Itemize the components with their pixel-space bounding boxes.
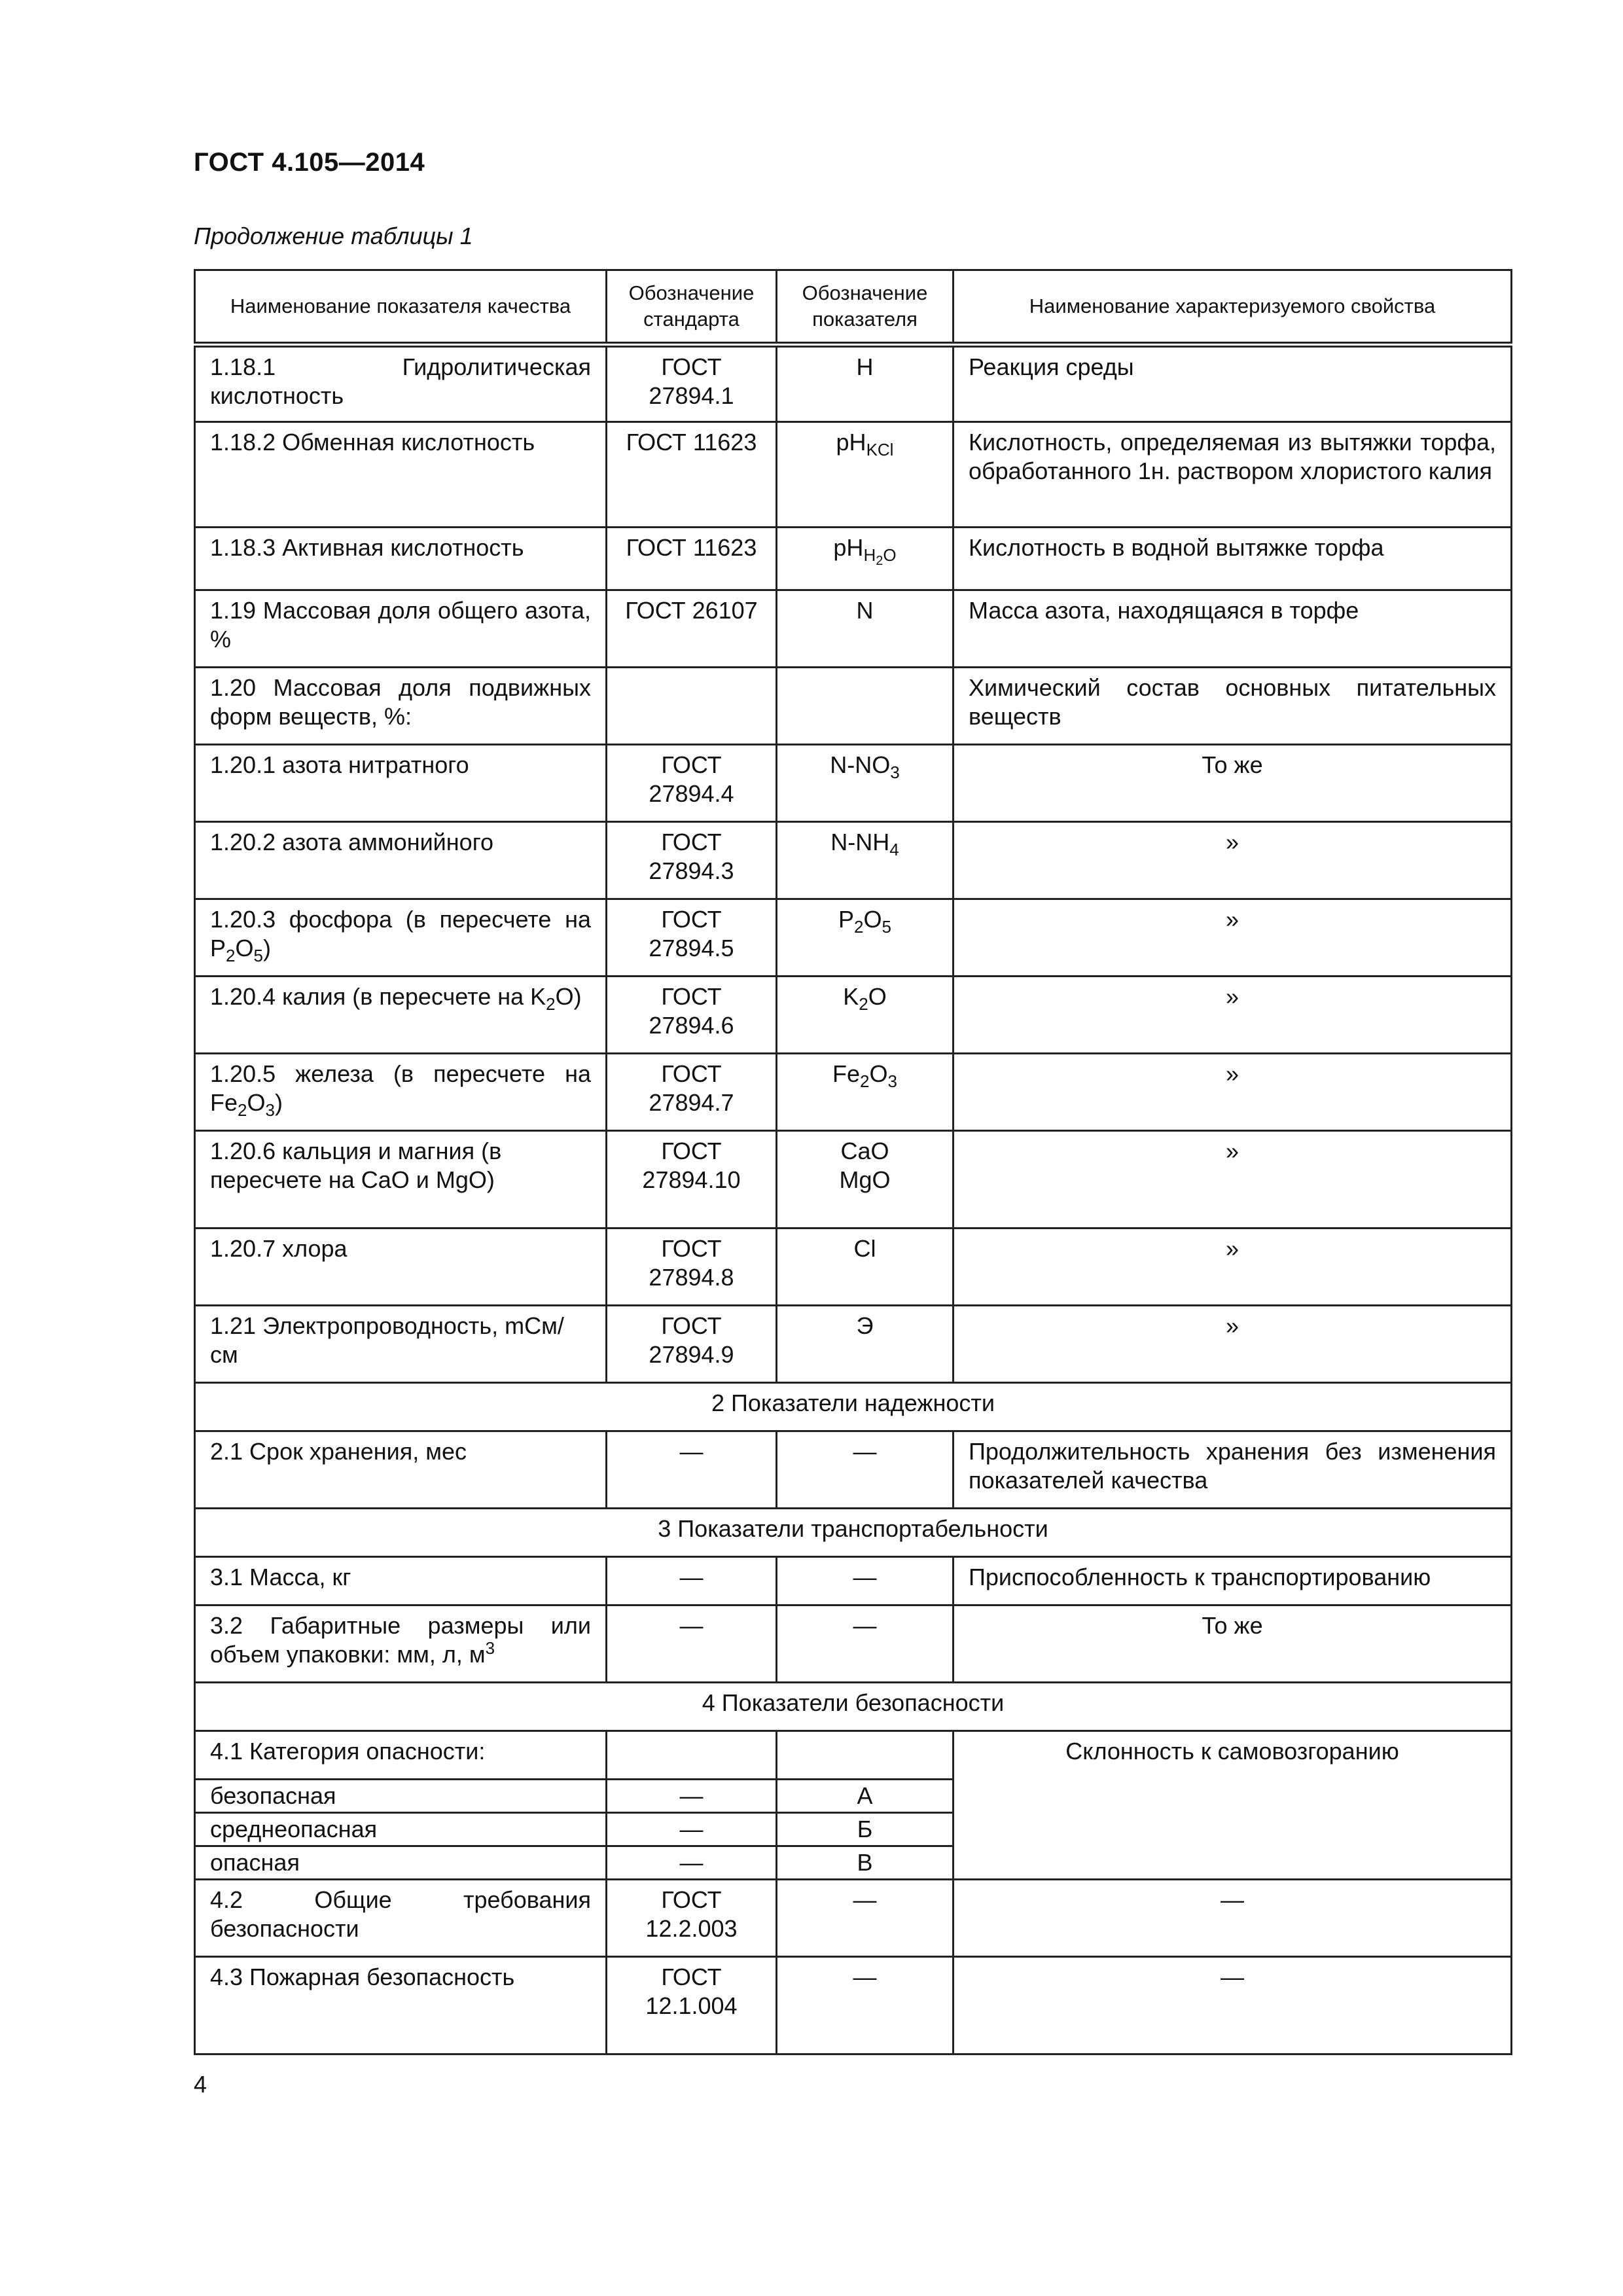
indicator-symbol: $pH_{KCl}$ bbox=[777, 422, 954, 528]
standard-ref: — bbox=[607, 1846, 777, 1880]
indicator-name: 4.1 Категория опасности: bbox=[195, 1731, 607, 1780]
indicator-name: 1.18.2 Обменная кислотность bbox=[195, 422, 607, 528]
property-name: Кислотность в водной вытяжке торфа bbox=[954, 528, 1512, 590]
standard-ref: ГОСТ 27894.6 bbox=[607, 977, 777, 1054]
standard-ref: ГОСТ 27894.8 bbox=[607, 1229, 777, 1306]
indicator-name: 1.20.7 хлора bbox=[195, 1229, 607, 1306]
indicator-name: 1.20 Массовая доля подвижных форм веществ, %: bbox=[195, 668, 607, 745]
section-row bbox=[195, 1683, 1512, 1731]
standard-ref: ГОСТ 11623 bbox=[607, 528, 777, 590]
section-row bbox=[195, 1383, 1512, 1431]
indicator-symbol: — bbox=[777, 1605, 954, 1683]
indicator-symbol: $N-NO_3$ bbox=[777, 745, 954, 822]
table-row bbox=[195, 345, 1512, 422]
indicator-symbol bbox=[777, 1131, 954, 1229]
property-name: » bbox=[954, 1131, 1512, 1229]
table-row bbox=[195, 1431, 1512, 1509]
indicator-symbol: — bbox=[777, 1431, 954, 1509]
table-row bbox=[195, 1880, 1512, 1957]
property-name: — bbox=[954, 1957, 1512, 2054]
table-row bbox=[195, 528, 1512, 590]
indicator-symbol: $N-NH_4$ bbox=[777, 822, 954, 899]
indicator-name: 1.20.1 азота нитратного bbox=[195, 745, 607, 822]
indicator-symbol: $Fe_2O_3$ bbox=[777, 1054, 954, 1131]
table-row bbox=[195, 1557, 1512, 1605]
standard-ref: ГОСТ 27894.5 bbox=[607, 899, 777, 977]
standard-ref: — bbox=[607, 1557, 777, 1605]
table-row bbox=[195, 745, 1512, 822]
table-row bbox=[195, 977, 1512, 1054]
indicator-name: 3.2 Габаритные размеры или объем упаковки: мм, л, $м^3$ bbox=[195, 1605, 607, 1683]
header-property: Наименование характеризуемого свойства bbox=[954, 270, 1512, 345]
standard-ref: ГОСТ 12.2.003 bbox=[607, 1880, 777, 1957]
standard-ref: — bbox=[607, 1431, 777, 1509]
standard-ref: ГОСТ 26107 bbox=[607, 590, 777, 668]
standard-ref: ГОСТ 27894.9 bbox=[607, 1306, 777, 1383]
section-title: 2 Показатели надежности bbox=[195, 1383, 1512, 1431]
standard-ref: ГОСТ 12.1.004 bbox=[607, 1957, 777, 2054]
symbol-line: CaO bbox=[840, 1138, 889, 1164]
property-name: Химический состав основных питательных веществ bbox=[954, 668, 1512, 745]
indicator-name: 4.2 Общие требования безопасности bbox=[195, 1880, 607, 1957]
standard-ref: ГОСТ 11623 bbox=[607, 422, 777, 528]
table-row bbox=[195, 1731, 1512, 1780]
table-row bbox=[195, 1229, 1512, 1306]
property-name: — bbox=[954, 1880, 1512, 1957]
table-row bbox=[195, 1131, 1512, 1229]
property-name: Реакция среды bbox=[954, 345, 1512, 422]
standard-ref: ГОСТ 27894.10 bbox=[607, 1131, 777, 1229]
property-name: То же bbox=[954, 745, 1512, 822]
indicator-name: 1.20.2 азота аммонийного bbox=[195, 822, 607, 899]
category-level-name: безопасная bbox=[195, 1780, 607, 1813]
header-indicator-name: Наименование показателя качества bbox=[195, 270, 607, 345]
indicator-table bbox=[194, 269, 1512, 2055]
indicator-symbol: Э bbox=[777, 1306, 954, 1383]
standard-ref: ГОСТ 27894.3 bbox=[607, 822, 777, 899]
category-level-name: среднеопасная bbox=[195, 1813, 607, 1846]
section-row bbox=[195, 1509, 1512, 1557]
indicator-symbol: — bbox=[777, 1880, 954, 1957]
indicator-name: 1.20.3 фосфора (в пересчете на $P_2O_5$) bbox=[195, 899, 607, 977]
property-name: Склонность к самовозгоранию bbox=[954, 1731, 1512, 1880]
indicator-symbol bbox=[777, 668, 954, 745]
property-name: Продолжительность хранения без изменения показателей качества bbox=[954, 1431, 1512, 1509]
indicator-name: 3.1 Масса, кг bbox=[195, 1557, 607, 1605]
symbol-line: MgO bbox=[839, 1166, 891, 1193]
indicator-symbol: $pH_{H_2O}$ bbox=[777, 528, 954, 590]
indicator-name: 1.18.1 Гидролитическая кислотность bbox=[195, 345, 607, 422]
standard-ref: ГОСТ 27894.4 bbox=[607, 745, 777, 822]
property-name: » bbox=[954, 899, 1512, 977]
table-row bbox=[195, 422, 1512, 528]
property-name: » bbox=[954, 1054, 1512, 1131]
indicator-name: 1.20.6 кальция и магния (в пересчете на CaO и MgO) bbox=[195, 1131, 607, 1229]
standard-ref bbox=[607, 668, 777, 745]
document-title: ГОСТ 4.105—2014 bbox=[194, 148, 425, 177]
property-name: То же bbox=[954, 1605, 1512, 1683]
table-header-row bbox=[195, 270, 1512, 345]
indicator-name: 1.20.5 железа (в пересчете на $Fe_2O_3$) bbox=[195, 1054, 607, 1131]
indicator-symbol bbox=[777, 1731, 954, 1780]
table-row bbox=[195, 1605, 1512, 1683]
standard-ref: ГОСТ 27894.7 bbox=[607, 1054, 777, 1131]
standard-ref bbox=[607, 1731, 777, 1780]
property-name: » bbox=[954, 1229, 1512, 1306]
table-row bbox=[195, 822, 1512, 899]
indicator-name: 1.20.4 калия (в пересчете на $K_2O$) bbox=[195, 977, 607, 1054]
header-symbol: Обозначение показателя bbox=[777, 270, 954, 345]
section-title: 3 Показатели транспортабельности bbox=[195, 1509, 1512, 1557]
property-name: Кислотность, определяемая из вытяжки торфа, обработанного 1н. раствором хлористого калия bbox=[954, 422, 1512, 528]
indicator-symbol: — bbox=[777, 1957, 954, 2054]
indicator-name: 1.18.3 Активная кислотность bbox=[195, 528, 607, 590]
table-row bbox=[195, 590, 1512, 668]
page-number: 4 bbox=[194, 2071, 207, 2098]
indicator-symbol: В bbox=[777, 1846, 954, 1880]
table-row bbox=[195, 1957, 1512, 2054]
standard-ref: — bbox=[607, 1813, 777, 1846]
indicator-name: 1.21 Электропроводность, mСм/см bbox=[195, 1306, 607, 1383]
table-caption: Продолжение таблицы 1 bbox=[194, 223, 473, 249]
standard-ref: — bbox=[607, 1780, 777, 1813]
header-standard: Обозначение стандарта bbox=[607, 270, 777, 345]
table-row bbox=[195, 1054, 1512, 1131]
indicator-name: 4.3 Пожарная безопасность bbox=[195, 1957, 607, 2054]
indicator-symbol: Б bbox=[777, 1813, 954, 1846]
property-name: » bbox=[954, 822, 1512, 899]
table-row bbox=[195, 1306, 1512, 1383]
property-name: Масса азота, находящаяся в торфе bbox=[954, 590, 1512, 668]
indicator-symbol: N bbox=[777, 590, 954, 668]
standard-ref: ГОСТ 27894.1 bbox=[607, 345, 777, 422]
indicator-symbol: — bbox=[777, 1557, 954, 1605]
section-title: 4 Показатели безопасности bbox=[195, 1683, 1512, 1731]
property-name: » bbox=[954, 977, 1512, 1054]
indicator-symbol: H bbox=[777, 345, 954, 422]
property-name: » bbox=[954, 1306, 1512, 1383]
property-name: Приспособленность к транспортированию bbox=[954, 1557, 1512, 1605]
indicator-name: 2.1 Срок хранения, мес bbox=[195, 1431, 607, 1509]
table-row bbox=[195, 899, 1512, 977]
indicator-name: 1.19 Массовая доля общего азота, % bbox=[195, 590, 607, 668]
indicator-symbol: Cl bbox=[777, 1229, 954, 1306]
indicator-symbol: $K_2O$ bbox=[777, 977, 954, 1054]
indicator-symbol: А bbox=[777, 1780, 954, 1813]
indicator-symbol: $P_2O_5$ bbox=[777, 899, 954, 977]
standard-ref: — bbox=[607, 1605, 777, 1683]
category-level-name: опасная bbox=[195, 1846, 607, 1880]
table-row bbox=[195, 668, 1512, 745]
